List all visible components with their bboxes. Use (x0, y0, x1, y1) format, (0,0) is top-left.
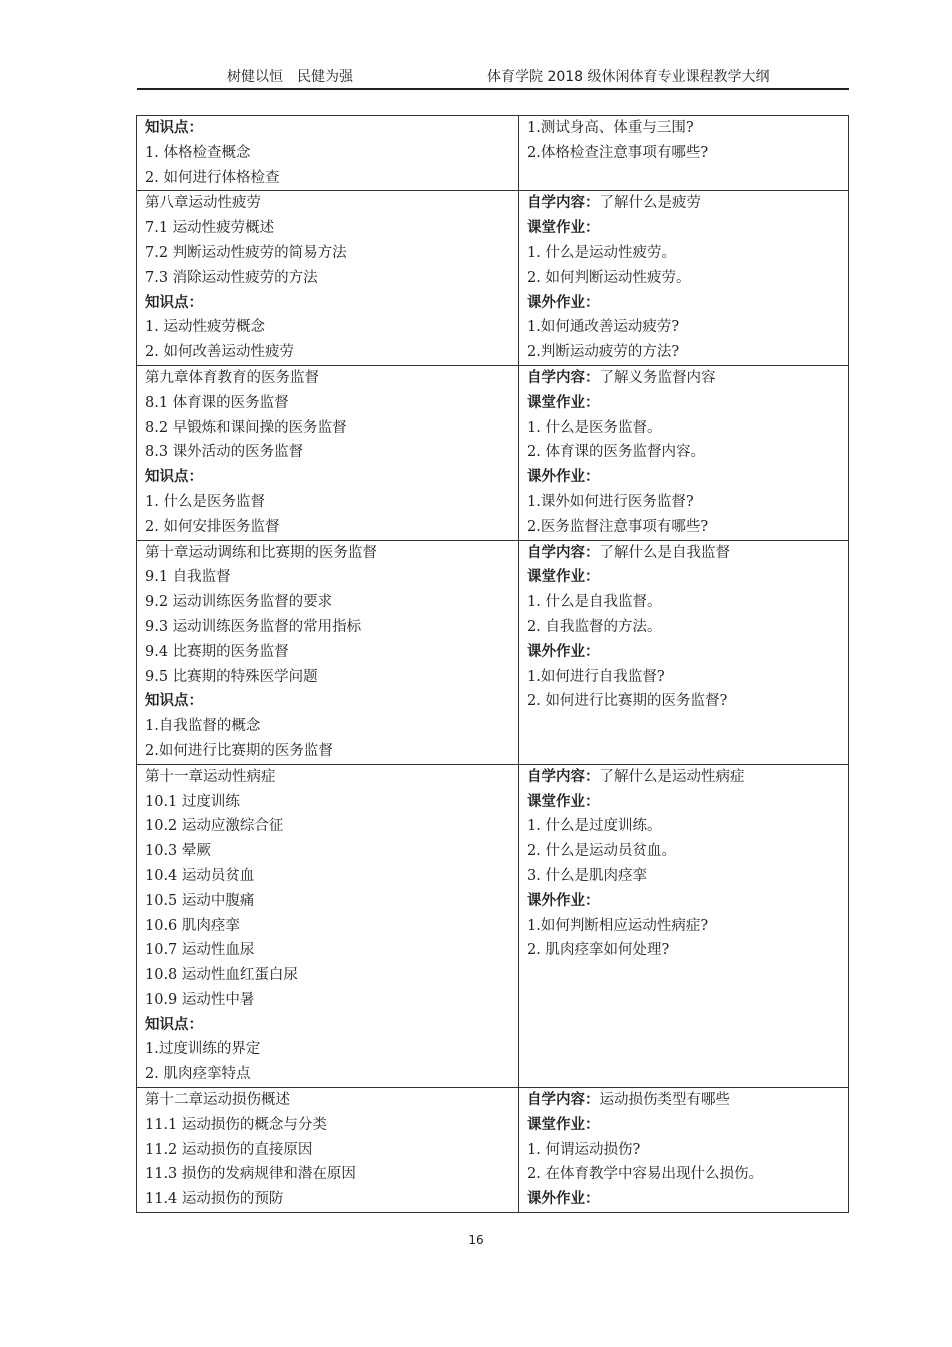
cell-line (527, 590, 840, 615)
bold-label: 自学内容： (527, 195, 600, 212)
bold-label: 课堂作业： (527, 569, 600, 586)
bold-label: 课外作业： (527, 643, 600, 660)
cell-line (145, 340, 510, 365)
cell-line (145, 116, 510, 141)
line-text: 第十章运动调练和比赛期的医务监督 (145, 544, 377, 561)
chapter-content-cell (137, 365, 519, 540)
cell-line (145, 1062, 510, 1087)
cell-line (145, 391, 510, 416)
line-text: 7.2 判断运动性疲劳的简易方法 (145, 244, 347, 261)
bold-label: 自学内容： (527, 768, 600, 785)
bold-label: 课外作业： (527, 892, 600, 909)
cell-line (527, 490, 840, 515)
line-text: 10.4 运动员贫血 (145, 867, 255, 884)
line-text: 2. 什么是运动员贫血。 (527, 843, 676, 860)
cell-line (145, 1138, 510, 1163)
bold-label: 课外作业： (527, 294, 600, 311)
cell-line (145, 1187, 510, 1212)
line-text: 1. 什么是医务监督。 (527, 419, 662, 436)
line-text: 2.医务监督注意事项有哪些? (527, 518, 709, 535)
bold-label: 课堂作业： (527, 793, 600, 810)
bold-label: 课堂作业： (527, 1116, 600, 1133)
cell-line (145, 839, 510, 864)
line-text: 11.3 损伤的发病规律和潜在原因 (145, 1166, 356, 1183)
bold-label: 知识点： (145, 294, 203, 311)
cell-line (145, 889, 510, 914)
cell-line (145, 914, 510, 939)
line-text: 1.测试身高、体重与三围? (527, 120, 694, 136)
line-text: 第九章体育教育的医务监督 (145, 369, 319, 386)
cell-line (145, 191, 510, 216)
header-motto: 树健以恒 民健为强 (227, 69, 353, 85)
assignment-cell (519, 764, 849, 1087)
chapter-content-cell (137, 764, 519, 1087)
cell-line (527, 440, 840, 465)
line-text: 第十一章运动性病症 (145, 768, 276, 785)
cell-line (145, 765, 510, 790)
line-text: 了解什么是疲劳 (599, 195, 701, 212)
cell-line (145, 864, 510, 889)
line-text: 1.如何通改善运动疲劳? (527, 319, 680, 336)
cell-line (527, 216, 840, 241)
assignment-cell (519, 1088, 849, 1213)
cell-line (145, 714, 510, 739)
line-text: 11.2 运动损伤的直接原因 (145, 1141, 313, 1158)
cell-line (527, 765, 840, 790)
cell-line (527, 1088, 840, 1113)
chapter-content-cell (137, 116, 519, 191)
line-text: 1. 运动性疲劳概念 (145, 319, 265, 336)
line-text: 10.3 晕厥 (145, 843, 211, 860)
bold-label: 知识点： (145, 1016, 203, 1033)
cell-line (145, 291, 510, 316)
cell-line (145, 640, 510, 665)
cell-line (145, 515, 510, 540)
cell-line (527, 814, 840, 839)
assignment-cell (519, 116, 849, 191)
bold-label: 自学内容： (527, 369, 600, 386)
line-text: 3. 什么是肌肉痉挛 (527, 867, 647, 884)
line-text: 10.6 肌肉痉挛 (145, 917, 240, 934)
cell-line (527, 914, 840, 939)
line-text: 2. 如何安排医务监督 (145, 518, 280, 535)
cell-line (527, 291, 840, 316)
bold-label: 知识点： (145, 120, 203, 136)
line-text: 1. 什么是运动性疲劳。 (527, 244, 676, 261)
cell-line (145, 366, 510, 391)
line-text: 2. 肌肉痉挛如何处理? (527, 942, 670, 959)
chapter-content-cell (137, 540, 519, 764)
bold-label: 课外作业： (527, 1191, 600, 1208)
line-text: 1. 什么是过度训练。 (527, 818, 662, 835)
line-text: 9.5 比赛期的特殊医学问题 (145, 668, 318, 685)
cell-line (527, 515, 840, 540)
cell-line (145, 266, 510, 291)
cell-line (145, 416, 510, 441)
bold-label: 课堂作业： (527, 394, 600, 411)
line-text: 1.如何判断相应运动性病症? (527, 917, 709, 934)
line-text: 2. 如何进行体格检查 (145, 169, 280, 186)
line-text: 1.过度训练的界定 (145, 1041, 261, 1058)
line-text: 1. 何谓运动损伤? (527, 1141, 641, 1158)
cell-line (145, 814, 510, 839)
cell-line (527, 1138, 840, 1163)
line-text: 2. 在体育教学中容易出现什么损伤。 (527, 1166, 763, 1183)
cell-line (527, 615, 840, 640)
cell-line (145, 1037, 510, 1062)
cell-line (527, 241, 840, 266)
cell-line (527, 541, 840, 566)
cell-line (527, 864, 840, 889)
line-text: 运动损伤类型有哪些 (599, 1092, 730, 1109)
line-text: 9.4 比赛期的医务监督 (145, 643, 289, 660)
line-text: 8.2 早锻炼和课间操的医务监督 (145, 419, 347, 436)
cell-line (145, 1088, 510, 1113)
cell-line (527, 565, 840, 590)
line-text: 9.2 运动训练医务监督的要求 (145, 594, 333, 611)
line-text: 10.9 运动性中暑 (145, 991, 255, 1008)
cell-line (145, 1162, 510, 1187)
bold-label: 课外作业： (527, 469, 600, 486)
table-row (137, 191, 849, 366)
line-text: 7.1 运动性疲劳概述 (145, 220, 275, 237)
cell-line (527, 315, 840, 340)
line-text: 1. 什么是医务监督 (145, 493, 265, 510)
cell-line (145, 665, 510, 690)
line-text: 2.如何进行比赛期的医务监督 (145, 742, 333, 759)
bold-label: 自学内容： (527, 544, 600, 561)
table-row (137, 1088, 849, 1213)
cell-line (145, 963, 510, 988)
line-text: 10.1 过度训练 (145, 793, 240, 810)
line-text: 第八章运动性疲劳 (145, 195, 261, 212)
line-text: 2. 如何判断运动性疲劳。 (527, 269, 691, 286)
cell-line (527, 191, 840, 216)
line-text: 8.3 课外活动的医务监督 (145, 444, 304, 461)
line-text: 1.自我监督的概念 (145, 718, 261, 735)
chapter-content-cell (137, 1088, 519, 1213)
cell-line (527, 665, 840, 690)
cell-line (145, 739, 510, 764)
cell-line (145, 541, 510, 566)
cell-line (527, 416, 840, 441)
cell-line (145, 166, 510, 191)
cell-line (527, 1187, 840, 1212)
cell-line (527, 141, 840, 166)
header-title: 体育学院 2018 级休闲体育专业课程教学大纲 (487, 69, 770, 85)
table-row (137, 116, 849, 191)
cell-line (527, 790, 840, 815)
line-text: 2. 肌肉痉挛特点 (145, 1066, 251, 1083)
line-text: 9.1 自我监督 (145, 569, 231, 586)
cell-line (527, 889, 840, 914)
table-row (137, 540, 849, 764)
line-text: 了解义务监督内容 (599, 369, 716, 386)
line-text: 9.3 运动训练医务监督的常用指标 (145, 618, 362, 635)
line-text: 1. 什么是自我监督。 (527, 594, 662, 611)
line-text: 11.1 运动损伤的概念与分类 (145, 1116, 327, 1133)
assignment-cell (519, 191, 849, 366)
cell-line (145, 1013, 510, 1038)
cell-line (145, 141, 510, 166)
cell-line (145, 490, 510, 515)
cell-line (527, 1113, 840, 1138)
line-text: 7.3 消除运动性疲劳的方法 (145, 269, 318, 286)
line-text: 11.4 运动损伤的预防 (145, 1191, 284, 1208)
cell-line (145, 440, 510, 465)
cell-line (145, 590, 510, 615)
line-text: 10.8 运动性血红蛋白尿 (145, 967, 298, 984)
syllabus-table-body (137, 116, 849, 1213)
cell-line (527, 266, 840, 291)
cell-line (145, 565, 510, 590)
cell-line (145, 689, 510, 714)
cell-line (527, 116, 840, 141)
cell-line (527, 1162, 840, 1187)
assignment-cell (519, 365, 849, 540)
cell-line (527, 938, 840, 963)
line-text: 第十二章运动损伤概述 (145, 1092, 290, 1109)
cell-line (145, 988, 510, 1013)
cell-line (527, 839, 840, 864)
assignment-cell (519, 540, 849, 764)
line-text: 2. 体育课的医务监督内容。 (527, 444, 705, 461)
cell-line (145, 216, 510, 241)
chapter-content-cell (137, 191, 519, 366)
cell-line (145, 938, 510, 963)
line-text: 了解什么是运动性病症 (599, 768, 745, 785)
line-text: 10.5 运动中腹痛 (145, 892, 255, 909)
cell-line (145, 790, 510, 815)
line-text: 2. 如何进行比赛期的医务监督? (527, 693, 728, 710)
cell-line (145, 315, 510, 340)
line-text: 1.如何进行自我监督? (527, 668, 665, 685)
line-text: 10.7 运动性血尿 (145, 942, 255, 959)
line-text: 2. 如何改善运动性疲劳 (145, 344, 294, 361)
table-row (137, 764, 849, 1087)
bold-label: 知识点： (145, 693, 203, 710)
line-text: 2.判断运动疲劳的方法? (527, 344, 680, 361)
bold-label: 课堂作业： (527, 220, 600, 237)
cell-line (527, 340, 840, 365)
cell-line (145, 615, 510, 640)
line-text: 8.1 体育课的医务监督 (145, 394, 289, 411)
cell-line (527, 465, 840, 490)
line-text: 2.体格检查注意事项有哪些? (527, 144, 709, 161)
cell-line (527, 689, 840, 714)
line-text: 1.课外如何进行医务监督? (527, 493, 694, 510)
line-text: 10.2 运动应激综合征 (145, 818, 284, 835)
cell-line (527, 640, 840, 665)
cell-line (145, 241, 510, 266)
line-text: 了解什么是自我监督 (599, 544, 730, 561)
page-header (137, 66, 849, 90)
cell-line (145, 465, 510, 490)
line-text: 1. 体格检查概念 (145, 144, 251, 161)
page-number: 16 (468, 1233, 484, 1247)
cell-line (527, 366, 840, 391)
bold-label: 知识点： (145, 469, 203, 486)
line-text: 2. 自我监督的方法。 (527, 618, 662, 635)
cell-line (145, 1113, 510, 1138)
cell-line (527, 391, 840, 416)
table-row (137, 365, 849, 540)
syllabus-table (136, 115, 849, 1213)
bold-label: 自学内容： (527, 1092, 600, 1109)
